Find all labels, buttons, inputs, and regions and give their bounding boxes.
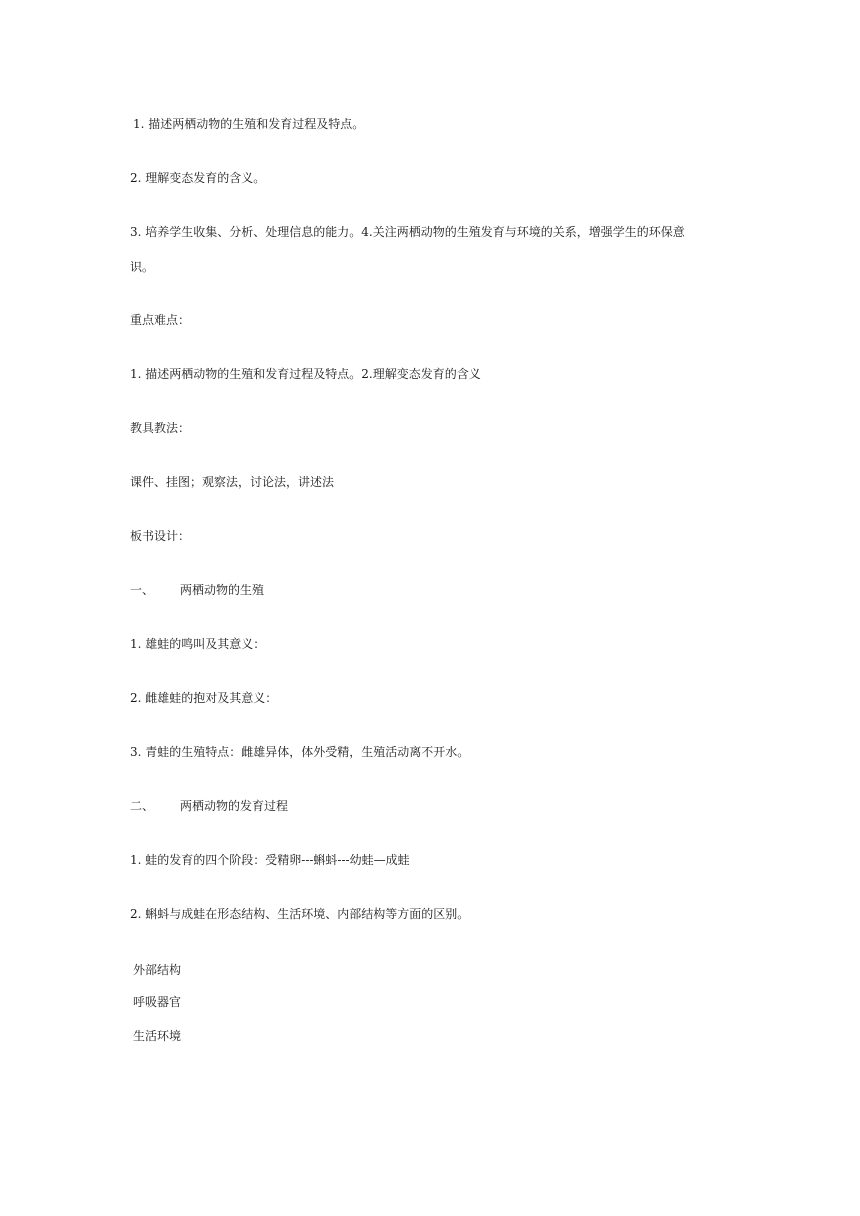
objective-2: 2. 理解变态发育的含义。 bbox=[130, 171, 266, 185]
section1-item-2: 2. 雌雄蛙的抱对及其意义： bbox=[130, 691, 278, 705]
comparison-row-external: 外部结构 bbox=[133, 963, 182, 977]
objective-3: 3. 培养学生收集、分析、处理信息的能力。4.关注两栖动物的生殖发育与环境的关系，增强学生的环保意 bbox=[130, 225, 685, 239]
section1-item-1: 1. 雄蛙的鸣叫及其意义： bbox=[130, 637, 266, 651]
comparison-row-respiratory: 呼吸器官 bbox=[133, 995, 182, 1009]
section1-item-3: 3. 青蛙的生殖特点：雌雄异体，体外受精，生殖活动离不开水。 bbox=[130, 745, 470, 759]
section2-title: 两栖动物的发育过程 bbox=[180, 799, 289, 813]
tools-text: 课件、挂图；观察法，讨论法，讲述法 bbox=[130, 475, 335, 489]
section1-heading bbox=[130, 582, 264, 598]
section2-number: 二、 bbox=[130, 799, 155, 813]
section1-number: 一、 bbox=[130, 583, 155, 597]
key-points-heading: 重点难点： bbox=[130, 313, 191, 327]
objective-1: 1. 描述两栖动物的生殖和发育过程及特点。 bbox=[133, 117, 365, 131]
board-heading: 板书设计： bbox=[130, 529, 191, 543]
section2-item-1: 1. 蛙的发育的四个阶段：受精卵---蝌蚪---幼蛙—成蛙 bbox=[130, 853, 410, 867]
section1-title: 两栖动物的生殖 bbox=[180, 583, 265, 597]
section2-heading bbox=[130, 798, 288, 814]
section2-item-2: 2. 蝌蚪与成蛙在形态结构、生活环境、内部结构等方面的区别。 bbox=[130, 907, 470, 921]
key-points-text: 1. 描述两栖动物的生殖和发育过程及特点。2.理解变态发育的含义 bbox=[130, 367, 481, 381]
comparison-row-habitat: 生活环境 bbox=[133, 1029, 182, 1043]
tools-heading: 教具教法： bbox=[130, 421, 191, 435]
objective-3-continued: 识。 bbox=[130, 260, 155, 274]
